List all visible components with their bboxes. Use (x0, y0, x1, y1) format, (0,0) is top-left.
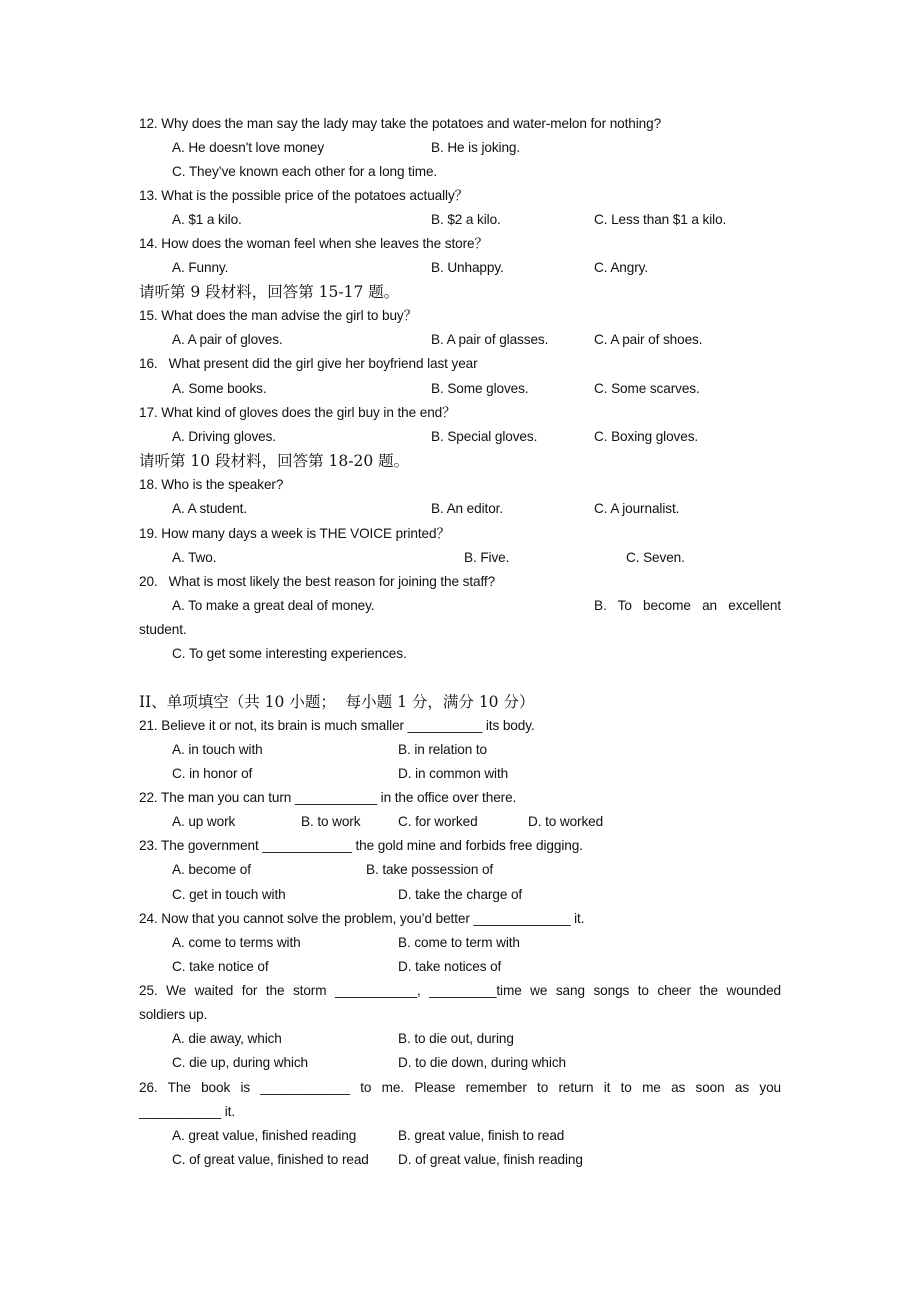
answer-option: A. To make a great deal of money. (172, 598, 375, 613)
answer-option: B. come to term with (398, 935, 520, 950)
answer-option: A. A student. (172, 501, 248, 516)
answer-option: B. Five. (464, 550, 510, 565)
answer-option: B. A pair of glasses. (431, 332, 549, 347)
question-text: soldiers up. (139, 1007, 208, 1022)
answer-option: A. Some books. (172, 381, 267, 396)
answer-option: C. Some scarves. (594, 381, 700, 396)
question-text: 24. Now that you cannot solve the problem, you’d better _____________ it. (139, 911, 585, 926)
answer-option: C. Seven. (626, 550, 685, 565)
question-text: 16. What present did the girl give her boyfriend last year (139, 356, 478, 371)
answer-option: C. Boxing gloves. (594, 429, 699, 444)
question-text: ___________ it. (139, 1104, 236, 1119)
answer-option: C. take notice of (172, 959, 269, 974)
answer-option: C. Less than $1 a kilo. (594, 212, 727, 227)
answer-option: B. Some gloves. (431, 381, 529, 396)
answer-option: B. take possession of (366, 862, 494, 877)
section-heading: II、单项填空（共 10 小题； 每小题 1 分，满分 10 分） (139, 693, 535, 711)
answer-option: A. come to terms with (172, 935, 301, 950)
answer-option: A. up work (172, 814, 236, 829)
answer-option: C. get in touch with (172, 887, 286, 902)
question-text: 26. The book is ____________ to me. Please remember to return it to me as soon as you (139, 1080, 781, 1095)
answer-option: B. He is joking. (431, 140, 521, 155)
answer-option: A. Funny. (172, 260, 229, 275)
answer-option: B. Unhappy. (431, 260, 504, 275)
answer-option: A. He doesn't love money (172, 140, 325, 155)
answer-option: A. die away, which (172, 1031, 282, 1046)
question-text: 12. Why does the man say the lady may take the potatoes and water-melon for nothing? (139, 116, 662, 131)
answer-option: D. take the charge of (398, 887, 523, 902)
answer-option: C. To get some interesting experiences. (172, 646, 407, 661)
answer-option: C. A journalist. (594, 501, 680, 516)
answer-option: C. in honor of (172, 766, 253, 781)
answer-option: A. Two. (172, 550, 217, 565)
answer-option: B. To become an excellent (594, 598, 781, 613)
section-heading: 请听第 9 段材料，回答第 15-17 题。 (139, 283, 400, 301)
question-text: 17. What kind of gloves does the girl buy in the end？ (139, 405, 456, 420)
answer-option: C. of great value, finished to read (172, 1152, 369, 1167)
answer-option: C. die up, during which (172, 1055, 308, 1070)
question-text: 18. Who is the speaker? (139, 477, 284, 492)
answer-option: A. great value, finished reading (172, 1128, 357, 1143)
answer-option: D. to worked (528, 814, 604, 829)
question-text: 21. Believe it or not, its brain is much smaller __________ its body. (139, 718, 535, 733)
question-text: student. (139, 622, 187, 637)
answer-option: B. to work (301, 814, 361, 829)
answer-option: A. become of (172, 862, 251, 877)
question-text: 25. We waited for the storm ___________, _________time we sang songs to cheer the wounded (139, 983, 781, 998)
answer-option: D. take notices of (398, 959, 502, 974)
answer-option: A. in touch with (172, 742, 263, 757)
answer-option: C. They’ve known each other for a long time. (172, 164, 438, 179)
answer-option: C. Angry. (594, 260, 648, 275)
answer-option: B. to die out, during (398, 1031, 514, 1046)
answer-option: B. Special gloves. (431, 429, 538, 444)
answer-option: B. great value, finish to read (398, 1128, 565, 1143)
question-text: 22. The man you can turn ___________ in the office over there. (139, 790, 517, 805)
answer-option: B. An editor. (431, 501, 504, 516)
question-text: 13. What is the possible price of the potatoes actually？ (139, 188, 469, 203)
question-text: 14. How does the woman feel when she leaves the store？ (139, 236, 488, 251)
question-text: 19. How many days a week is THE VOICE printed？ (139, 526, 450, 541)
answer-option: D. in common with (398, 766, 509, 781)
answer-option: A. $1 a kilo. (172, 212, 242, 227)
question-text: 23. The government ____________ the gold mine and forbids free digging. (139, 838, 583, 853)
answer-option: C. A pair of shoes. (594, 332, 703, 347)
question-text: 20. What is most likely the best reason for joining the staff? (139, 574, 496, 589)
answer-option: A. A pair of gloves. (172, 332, 283, 347)
answer-option: A. Driving gloves. (172, 429, 276, 444)
answer-option: D. to die down, during which (398, 1055, 566, 1070)
answer-option: B. in relation to (398, 742, 487, 757)
answer-option: D. of great value, finish reading (398, 1152, 583, 1167)
question-text: 15. What does the man advise the girl to buy？ (139, 308, 418, 323)
answer-option: B. $2 a kilo. (431, 212, 501, 227)
section-heading: 请听第 10 段材料，回答第 18-20 题。 (139, 452, 410, 470)
answer-option: C. for worked (398, 814, 478, 829)
